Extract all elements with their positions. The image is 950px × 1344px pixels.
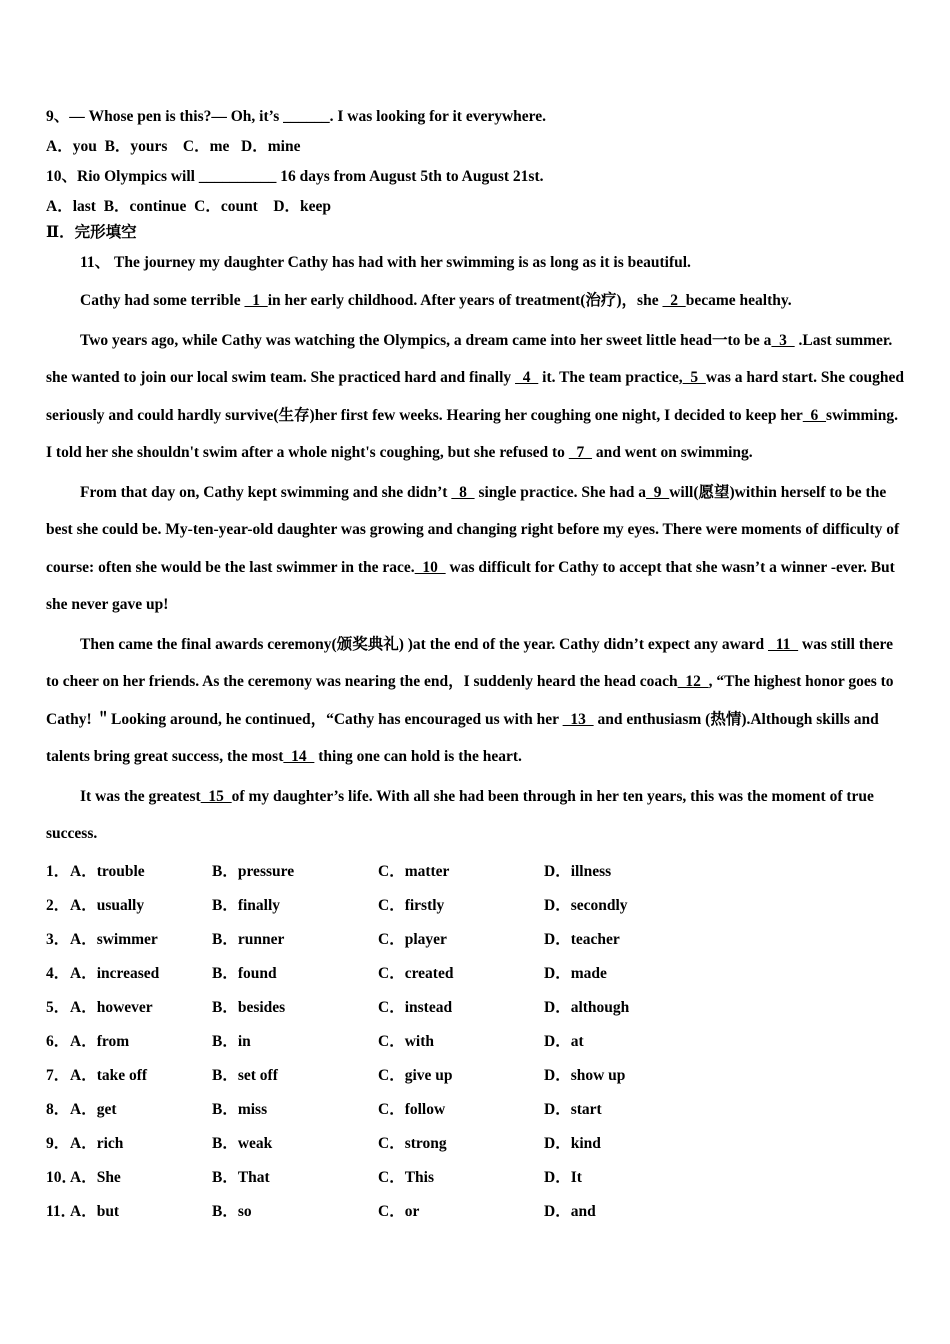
option-c: C．instead <box>378 998 453 1016</box>
option-b: B．That <box>212 1168 270 1186</box>
option-row <box>46 923 906 957</box>
passage-text: and went on swimming. <box>592 444 753 461</box>
cloze-blank: 3 <box>771 331 795 349</box>
option-number: 11． <box>46 1202 77 1220</box>
option-row <box>46 1195 906 1229</box>
option-a: A．usually <box>70 896 145 914</box>
option-b: B．besides <box>212 998 286 1016</box>
option-row <box>46 1059 906 1093</box>
passage-text: will(愿望)within herself to be the best she could be. My-ten-year-old daughter was growing and changing right before my eyes. There were moments of difficulty of course: often she would be the last swimmer in the race. <box>46 483 900 576</box>
option-b: B．miss <box>212 1100 268 1118</box>
option-a: A．take off <box>70 1066 148 1084</box>
passage-text: was difficult for Cathy to accept that she wasn’t a winner -ever. But she never gave up! <box>46 558 895 613</box>
cloze-blank: 10 <box>414 558 446 576</box>
cloze-blank: 9 <box>645 483 670 501</box>
option-a: A．but <box>70 1202 120 1220</box>
passage-text: It was the greatest <box>80 787 201 805</box>
option-d: D．secondly <box>544 896 628 914</box>
passage-paragraph-4 <box>46 626 906 776</box>
option-d: D．kind <box>544 1134 601 1152</box>
option-c: C．matter <box>378 862 450 880</box>
option-b: B．in <box>212 1032 251 1050</box>
option-row <box>46 1025 906 1059</box>
option-number: 8． <box>46 1100 70 1118</box>
passage-text: From that day on, Cathy kept swimming and she didn’t <box>80 483 452 501</box>
cloze-blank: 2 <box>662 292 686 309</box>
passage-text: Cathy had some terrible <box>80 292 245 309</box>
option-d: D．at <box>544 1032 584 1050</box>
passage-text: and enthusiasm (热情).Although skills and talents bring great success, the most <box>46 710 879 765</box>
passage-text: single practice. She had a <box>474 483 646 501</box>
option-c: C．created <box>378 964 454 982</box>
cloze-blank: 1 <box>244 292 268 309</box>
option-row <box>46 1093 906 1127</box>
passage-text: Then came the final awards ceremony(颁奖典礼) )at the end of the year. Cathy didn’t expect any award <box>80 635 768 653</box>
option-c: C．with <box>378 1032 434 1050</box>
option-row <box>46 991 906 1025</box>
option-d: D．start <box>544 1100 602 1118</box>
passage-text: , “The highest honor goes to Cathy! ＂Looking around, he continued，“Cathy has encouraged us with her <box>46 673 894 728</box>
option-number: 6． <box>46 1032 70 1050</box>
option-number: 2． <box>46 896 70 914</box>
cloze-blank: 8 <box>451 483 475 501</box>
passage-paragraph-3 <box>46 474 906 624</box>
passage-text: was a hard start. She coughed seriously and could hardly survive(生存)her first few weeks. Hearing her coughing one night, I decided to keep her <box>46 369 904 424</box>
option-b: B．finally <box>212 896 281 914</box>
cloze-blank: 15 <box>200 787 232 805</box>
option-d: D．show up <box>544 1066 626 1084</box>
option-b: B．weak <box>212 1134 273 1152</box>
cloze-blank: 12 <box>677 673 709 690</box>
option-b: B．set off <box>212 1066 278 1084</box>
option-d: D．and <box>544 1202 596 1220</box>
option-b: B．found <box>212 964 277 982</box>
cloze-blank: 14 <box>283 748 315 765</box>
passage-text: was still there to cheer on her friends. As the ceremony was nearing the end，I suddenly heard the head coach <box>46 635 893 690</box>
option-a: A．from <box>70 1032 130 1050</box>
option-a: A．She <box>70 1168 121 1186</box>
passage-paragraph-2 <box>46 322 906 472</box>
passage-paragraph-1 <box>46 282 906 320</box>
passage-text: Two years ago, while Cathy was watching the Olympics, a dream came into her sweet little head一to be a <box>80 331 772 349</box>
section-heading: Ⅱ．完形填空 <box>46 224 137 241</box>
option-a: A．increased <box>70 964 160 982</box>
option-b: B．runner <box>212 930 285 948</box>
passage-text: became healthy. <box>685 292 792 309</box>
option-c: C．strong <box>378 1134 447 1152</box>
option-row <box>46 1161 906 1195</box>
cloze-blank: 7 <box>568 444 593 461</box>
option-number: 7． <box>46 1066 70 1084</box>
passage-text: swimming. I told her she shouldn't swim after a whole night's coughing, but she refused to <box>46 406 898 461</box>
option-row <box>46 855 906 889</box>
cloze-blank: 13 <box>562 710 594 728</box>
option-d: D．illness <box>544 862 612 880</box>
option-c: C．or <box>378 1202 420 1220</box>
option-a: A．get <box>70 1100 117 1118</box>
option-c: C．follow <box>378 1100 446 1118</box>
option-d: D．It <box>544 1168 582 1186</box>
cloze-options-list <box>46 855 906 1229</box>
option-d: D．teacher <box>544 930 620 948</box>
question-11-intro: 11、 The journey my daughter Cathy has had with her swimming is as long as it is beautiful. <box>80 254 691 271</box>
exam-page <box>46 100 906 1229</box>
passage-text: thing one can hold is the heart. <box>314 748 522 765</box>
passage-paragraph-5 <box>46 778 906 853</box>
question-9-options: A．you B．yours C．me D．mine <box>46 138 301 155</box>
option-c: C．firstly <box>378 896 445 914</box>
option-row <box>46 1127 906 1161</box>
passage-text: .Last summer. she wanted to join our local swim team. She practiced hard and finally <box>46 331 893 386</box>
option-a: A．rich <box>70 1134 124 1152</box>
option-c: C．player <box>378 930 447 948</box>
option-b: B．so <box>212 1202 252 1220</box>
option-a: A．swimmer <box>70 930 158 948</box>
cloze-blank: 6 <box>802 406 827 424</box>
option-number: 5． <box>46 998 70 1016</box>
question-10-stem: 10、Rio Olympics will __________ 16 days from August 5th to August 21st. <box>46 168 544 185</box>
option-number: 9． <box>46 1134 70 1152</box>
option-number: 3． <box>46 930 70 948</box>
question-10-options: A．last B．continue C．count D．keep <box>46 198 332 215</box>
option-row <box>46 957 906 991</box>
question-9-stem: 9、— Whose pen is this?— Oh, it’s ______. I was looking for it everywhere. <box>46 108 547 125</box>
option-a: A．however <box>70 998 153 1016</box>
option-d: D．although <box>544 998 630 1016</box>
cloze-blank: 5 <box>682 369 706 386</box>
option-row <box>46 889 906 923</box>
option-number: 4． <box>46 964 70 982</box>
passage-text: it. The team practice, <box>538 369 683 386</box>
option-c: C．This <box>378 1168 434 1186</box>
option-number: 10． <box>46 1168 78 1186</box>
option-number: 1． <box>46 862 70 880</box>
option-a: A．trouble <box>70 862 145 880</box>
passage-text: in her early childhood. After years of treatment(治疗)，she <box>267 292 663 309</box>
cloze-blank: 4 <box>515 369 539 386</box>
passage-text: of my daughter’s life. With all she had been through in her ten years, this was the moment of true success. <box>46 787 874 842</box>
option-c: C．give up <box>378 1066 453 1084</box>
option-d: D．made <box>544 964 607 982</box>
cloze-blank: 11 <box>767 635 799 653</box>
option-b: B．pressure <box>212 862 295 880</box>
